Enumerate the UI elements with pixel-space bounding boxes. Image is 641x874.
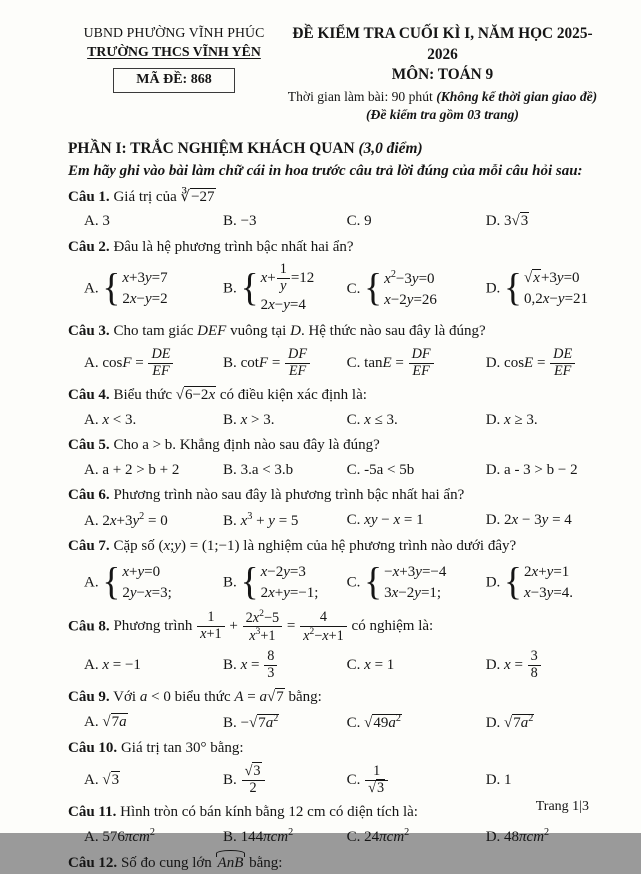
question-text: Phương trình nào sau đây là phương trình bậc nhất hai ẩn? xyxy=(113,486,465,503)
question-line xyxy=(68,738,599,760)
question-8 xyxy=(68,609,599,682)
option-A: A. 576πcm$^2$ xyxy=(84,827,155,846)
option-label: A. xyxy=(84,280,99,297)
section-points: (3,0 điểm) xyxy=(358,139,423,157)
question-number: Câu 1. xyxy=(68,188,110,205)
option-C: C. 24πcm$^2$ xyxy=(346,827,410,846)
option-label: C. xyxy=(346,574,361,591)
question-line xyxy=(68,187,599,209)
options-row xyxy=(68,510,599,531)
exam-subject: MÔN: TOÁN 9 xyxy=(391,66,494,84)
options-row xyxy=(68,562,599,604)
question-number: Câu 4. xyxy=(68,386,110,403)
question-number: Câu 7. xyxy=(68,537,110,554)
option-B: B. −3 xyxy=(223,213,257,230)
option-C: C. -5a < 5b xyxy=(346,461,415,478)
option-A: A. a + 2 > b + 2 xyxy=(84,461,180,478)
option-A: A. $2x+3y^2 = 0$ xyxy=(84,510,168,529)
question-2 xyxy=(68,237,599,317)
question-number: Câu 3. xyxy=(68,323,110,340)
option-D: D. x ≥ 3. xyxy=(485,411,538,428)
option-label: A. xyxy=(84,657,99,674)
question-1 xyxy=(68,187,599,232)
exam-title: ĐỀ KIỂM TRA CUỐI KÌ I, NĂM HỌC 2025-2026 xyxy=(292,25,593,63)
options-row xyxy=(68,712,599,733)
section-title xyxy=(68,139,599,160)
option-A: A. cosF = $\frac{DE}{EF}$ xyxy=(84,347,223,380)
options-row xyxy=(68,211,599,231)
option-C: C. { −x+3y=−4 3x−2y=1; xyxy=(346,560,447,604)
question-number: Câu 2. xyxy=(68,238,110,255)
option-B: B. $x^3 + y = 5$ xyxy=(223,510,299,529)
option-D: D. $√7a^2$ xyxy=(485,712,534,731)
question-text: Số đo cung lớn AnB bằng: xyxy=(121,855,283,871)
option-D: D. 48πcm$^2$ xyxy=(485,827,550,846)
option-C: C. 9 xyxy=(346,213,372,230)
question-line xyxy=(68,853,599,874)
option-label: D. xyxy=(485,574,501,591)
question-number: Câu 12. xyxy=(68,854,118,871)
org-name-line2: TRƯỜNG THCS VĨNH YÊN xyxy=(87,43,261,59)
option-label: D. xyxy=(485,213,501,230)
option-A: A. { x+3y=7 2x−y=2 xyxy=(84,267,168,311)
question-line xyxy=(68,485,599,507)
question-7 xyxy=(68,536,599,604)
option-B: B. x = $\frac{8}{3}$ xyxy=(223,649,347,682)
question-line xyxy=(68,237,599,259)
question-3 xyxy=(68,321,599,380)
option-D: D. 2x − 3y = 4 xyxy=(485,511,572,528)
question-12 xyxy=(68,853,599,874)
question-text: Giá trị của ∛−27 xyxy=(113,188,215,205)
option-B: B. { x+ $\frac{1}{y}$ =12 2x−y=4 xyxy=(223,261,315,314)
question-number: Câu 6. xyxy=(68,486,110,503)
option-label: D. xyxy=(485,772,501,789)
option-label: A. xyxy=(84,512,99,529)
option-A: A. x = −1 xyxy=(84,657,141,674)
exam-code-box: MÃ ĐỀ: 868 xyxy=(113,68,234,93)
option-C: C. tanE = $\frac{DF}{EF}$ xyxy=(347,347,486,380)
option-label: C. xyxy=(346,411,361,428)
option-label: A. xyxy=(84,713,99,730)
option-A: A. 3 xyxy=(84,213,110,230)
option-D: D. cosE = $\frac{DE}{EF}$ xyxy=(486,347,599,380)
question-line xyxy=(68,609,599,645)
questions-list xyxy=(68,187,599,874)
option-label: D. xyxy=(485,354,501,371)
option-label: A. xyxy=(84,354,99,371)
option-D: D. 3√3 xyxy=(485,213,529,230)
option-label: A. xyxy=(84,411,99,428)
option-C: C. { $x^2-3y=0$ x−2y=26 xyxy=(346,267,437,311)
options-row xyxy=(68,460,599,480)
question-number: Câu 11. xyxy=(68,803,117,820)
exam-duration: Thời gian làm bài: 90 phút (Không kể thời gian giao đề) xyxy=(287,88,598,104)
option-D: D. a - 3 > b − 2 xyxy=(485,461,578,478)
question-text: Biểu thức √6−2x có điều kiện xác định là: xyxy=(113,386,367,403)
option-A: A. √3 xyxy=(84,772,120,789)
question-text: Cho a > b. Khẳng định nào sau đây là đúng? xyxy=(113,436,380,453)
option-label: B. xyxy=(223,280,237,297)
option-label: B. xyxy=(223,829,237,846)
question-10 xyxy=(68,738,599,797)
option-label: B. xyxy=(223,657,237,674)
option-D: D. x = $\frac{3}{8}$ xyxy=(486,649,599,682)
option-C: C. $√49a^2$ xyxy=(346,712,401,731)
option-D: D. { 2x+y=1 x−3y=4. xyxy=(485,560,574,604)
option-label: B. xyxy=(223,574,237,591)
question-number: Câu 10. xyxy=(68,740,118,757)
option-label: B. xyxy=(223,714,237,731)
option-label: C. xyxy=(346,461,361,478)
option-label: B. xyxy=(223,213,237,230)
option-label: B. xyxy=(223,461,237,478)
option-D: D. { √x+3y=0 0,2x−y=21 xyxy=(485,267,589,311)
header-title-block xyxy=(280,24,599,125)
option-label: C. xyxy=(346,213,361,230)
options-row xyxy=(68,826,599,847)
question-line xyxy=(68,385,599,407)
option-label: C. xyxy=(346,714,361,731)
question-text: Cho tam giác DEF vuông tại D. Hệ thức nào sau đây là đúng? xyxy=(113,323,486,340)
option-label: D. xyxy=(485,511,501,528)
options-row xyxy=(68,410,599,430)
option-B: B. 144πcm$^2$ xyxy=(223,827,294,846)
question-line xyxy=(68,536,599,558)
option-label: D. xyxy=(485,829,501,846)
option-C: C. $\frac{1}{√3}$ xyxy=(347,764,486,797)
question-text: Hình tròn có bán kính bằng 12 cm có diện tích là: xyxy=(120,803,418,820)
question-text: Đâu là hệ phương trình bậc nhất hai ẩn? xyxy=(113,238,354,255)
option-C: C. x = 1 xyxy=(346,657,395,674)
question-text: Với a < 0 biểu thức A = a√7 bằng: xyxy=(113,689,322,706)
header-org-block xyxy=(68,24,280,93)
question-6 xyxy=(68,485,599,531)
option-label: C. xyxy=(346,280,361,297)
option-B: B. $\frac{√3}{2}$ xyxy=(223,764,347,797)
question-text: Cặp số (x;y) = (1;−1) là nghiệm của hệ phương trình nào dưới đây? xyxy=(113,537,517,554)
option-label: A. xyxy=(84,772,99,789)
question-text: Phương trình $\frac{1}{x+1}$ + $\frac{2x^2-5}{x^3+1}$ = $\frac{4}{x^2-x+1}$ có nghiệm là: xyxy=(113,607,434,645)
option-label: C. xyxy=(346,829,361,846)
option-label: C. xyxy=(346,354,361,371)
option-label: A. xyxy=(84,574,99,591)
option-label: B. xyxy=(223,411,237,428)
option-label: A. xyxy=(84,213,99,230)
options-row xyxy=(68,649,599,682)
exam-pages-note: (Đề kiểm tra gồm 03 trang) xyxy=(366,107,519,123)
option-B: B. { x−2y=3 2x+y=−1; xyxy=(223,560,319,604)
option-label: B. xyxy=(223,354,237,371)
option-label: D. xyxy=(485,714,501,731)
option-label: C. xyxy=(346,771,361,788)
page-header xyxy=(68,24,599,125)
question-number: Câu 9. xyxy=(68,689,110,706)
question-line xyxy=(68,802,599,824)
option-B: B. 3.a < 3.b xyxy=(223,461,294,478)
option-A: A. { x+y=0 2y−x=3; xyxy=(84,560,172,604)
option-C: C. x ≤ 3. xyxy=(346,411,398,428)
option-B: B. $-√7a^2$ xyxy=(223,712,279,731)
question-11 xyxy=(68,802,599,848)
option-label: A. xyxy=(84,461,99,478)
option-B: B. x > 3. xyxy=(223,411,275,428)
option-D: D. 1 xyxy=(485,772,512,789)
option-A: A. x < 3. xyxy=(84,411,137,428)
org-name-line1: UBND PHƯỜNG VĨNH PHÚC xyxy=(83,25,265,40)
option-label: B. xyxy=(223,512,237,529)
option-A: A. √7a xyxy=(84,713,127,730)
question-number: Câu 5. xyxy=(68,436,110,453)
option-label: C. xyxy=(346,511,361,528)
option-C: C. xy − x = 1 xyxy=(346,511,424,528)
question-number: Câu 8. xyxy=(68,618,110,635)
question-line xyxy=(68,435,599,457)
question-text: Giá trị tan 30° bằng: xyxy=(120,740,244,757)
options-row xyxy=(68,347,599,380)
option-label: B. xyxy=(223,771,237,788)
option-B: B. cotF = $\frac{DF}{EF}$ xyxy=(223,347,347,380)
option-label: C. xyxy=(346,657,361,674)
question-line xyxy=(68,321,599,343)
option-label: D. xyxy=(485,461,501,478)
question-4 xyxy=(68,385,599,430)
page-number: Trang 1|3 xyxy=(535,799,589,815)
section-title-text: PHẦN I: TRẮC NGHIỆM KHÁCH QUAN xyxy=(68,139,355,157)
section-instruction: Em hãy ghi vào bài làm chữ cái in hoa trước câu trả lời đúng của mỗi câu hỏi sau: xyxy=(68,163,583,180)
options-row xyxy=(68,262,599,316)
option-label: D. xyxy=(485,411,501,428)
question-line xyxy=(68,687,599,709)
option-label: A. xyxy=(84,829,99,846)
question-9 xyxy=(68,687,599,733)
option-label: D. xyxy=(485,280,501,297)
option-label: D. xyxy=(485,657,501,674)
options-row xyxy=(68,764,599,797)
question-5 xyxy=(68,435,599,480)
